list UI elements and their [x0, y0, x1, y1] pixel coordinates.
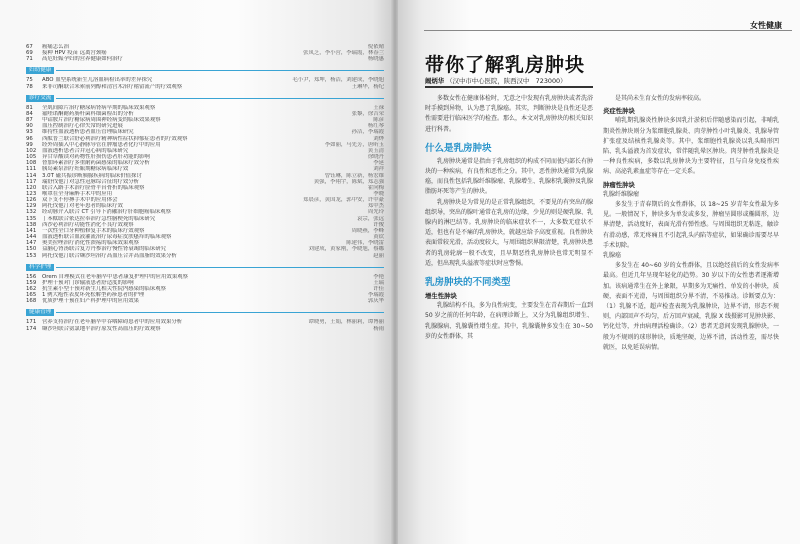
toc-entry-number: 114	[26, 172, 37, 179]
toc-entry-title: 经外周插入中心静脉导管在肿瘤患者化疗中的应用	[42, 141, 161, 148]
toc-entry-number: 84	[26, 110, 33, 117]
col2-paragraph-2: 哺乳期乳腺炎性肿块多因乳汁淤积后伴随感染而引起，非哺乳期炎性肿块则分为浆细胞乳腺炎、肉芽肿性小叶乳腺炎、乳腺导管扩张症及结核性乳腺炎等。其中，浆细胞性乳腺炎以乳头畸形凹陷、乳头溢液为首发症状，常伴随乳晕区肿块。肉芽肿性乳腺炎是一种良性疾病，多数以乳房肿块为主要特征，且与自身免疫性疾病、高泌乳素血症等存在一定关系。	[603, 117, 779, 176]
toc-entry-author: 郭庆华	[367, 298, 384, 305]
toc-entry-number: 117	[26, 178, 37, 185]
header-rule	[424, 30, 792, 31]
toc-entry-number: 111	[26, 166, 37, 173]
byline	[425, 76, 566, 85]
toc-entry-number: 67	[26, 44, 33, 50]
table-of-contents	[26, 44, 384, 332]
col2-paragraph-1: 是其尚未生育女性的发病率较高。	[615, 95, 706, 102]
toc-entry-title: 缬沙坦联合氨氯地平治疗原发性高血压的疗效观察	[42, 325, 161, 332]
toc-entry-number: 96	[26, 135, 33, 142]
article-title: 带你了解乳房肿块	[425, 54, 586, 76]
toc-entry-title: 血压控制治疗心律失常的研究进展	[42, 123, 123, 130]
toc-entry-author: 杨晓惠	[367, 56, 384, 63]
toc-section-rule	[56, 70, 384, 71]
title-rule	[425, 86, 593, 88]
toc-entry-author: 李如丽，马先芳，唐昕玉	[324, 141, 384, 148]
toc-entry-author: 赵丽	[373, 252, 384, 259]
toc-entry-number: 108	[26, 160, 37, 167]
toc-entry-number: 129	[26, 203, 37, 210]
toc-entry-title: 奥美拉唑治疗消化性溃疡的临床效果观察	[42, 240, 140, 247]
intro-paragraph: 多数女性在健康体检时，无意之中发现有乳房肿块或者洗浴时手摸到异物，认为患了乳腺癌。其实，判断肿块是良性还是恶性需要进行临床医学的检查。那么，本文对乳房肿块的相关知识进行科普。	[425, 95, 594, 133]
toc-entry-number: 159	[26, 279, 37, 286]
toc-entry-title: 接种 HPV 疫苗 远离宫颈癌	[42, 50, 107, 57]
toc-entry-author: 刘建成，黄家刚，李晓旭，蔡娜	[308, 246, 384, 253]
section1-paragraph-1: 乳房肿块通常是指由于乳房组织的构成不同而使内部长有肿块的一种疾病，有良性和恶性之分。其中，恶性肿块通常为乳腺癌，而良性包括乳腺纤维腺瘤、乳腺增生、乳腺积乳囊肿及乳腺脂肪坏死等产生的肿块。	[425, 157, 594, 196]
toc-entry-number: 93	[26, 129, 33, 136]
toc-entry-number: 138	[26, 221, 37, 228]
toc-entry-title: 双下支不停搏手术中的应用体会	[42, 197, 118, 204]
toc-entry-title: 经动脉介入联合 CT 引导下消融治疗肝细胞癌临床观察	[42, 209, 172, 216]
toc-entry-number: 141	[26, 227, 37, 234]
toc-entry-author: 霍向梅	[367, 184, 384, 191]
toc-section-label: 诊疗交流	[26, 95, 54, 102]
toc-entry-title: 护理干预对门诊输液患者舒适度的影响	[42, 279, 134, 286]
toc-entry-author: 陈彦	[373, 117, 384, 124]
toc-section-header	[26, 264, 384, 271]
toc-entry-title: 1 例大疱性表皮坏死松解型药疹患者的护理	[42, 292, 145, 299]
toc-section-header	[26, 67, 384, 74]
subheading-tumor: 肿瘤性肿块	[603, 180, 635, 189]
toc-entry-author: 曾钰琳，陈立新，杨宏维	[324, 172, 384, 179]
toc-entry-author: 许佳	[373, 286, 384, 292]
toc-section-header	[26, 309, 384, 316]
toc-entry-title: 3.0T 磁共振诊断胰腺疾病的临床价值探讨	[42, 172, 142, 179]
toc-entry-number: 147	[26, 240, 37, 247]
toc-entry-author: 李瑞霞	[367, 292, 384, 299]
toc-entry-title: 血液透析联合血液灌流治疗尿毒症皮肤瘙痒的临床观察	[42, 234, 172, 241]
toc-entry-title: 抗生素小型干预对新生儿相关性院内感染的临床观察	[42, 286, 166, 292]
toc-entry-title: 西酞普兰联合舒必利治疗精神病性症状抑郁症患者的疗效观察	[42, 135, 188, 142]
toc-entry-title: 喉罩在全身麻醉手术中的应用	[42, 190, 113, 197]
toc-entry-number: 105	[26, 154, 37, 161]
toc-section-label: 妇幼健康	[26, 67, 54, 74]
toc-entry-number: 78	[26, 83, 33, 90]
toc-entry-number: 126	[26, 197, 37, 204]
toc-entry	[26, 253, 384, 259]
toc-entry-title: 一次性全口牙种植修复手术的临床疗效观察	[42, 227, 145, 234]
toc-entry-author: 杨红琴	[367, 123, 384, 130]
toc-entry-author: 张凤芝，李小营，李瑞霞，林春兰	[303, 50, 384, 57]
col2-paragraph-3: 多发生于青春期后的女性群体，以 18~25 岁青年女性最为多见。一般情况下，肿块多为单发或多发，肿瘤呈圆形或椭圆形，边界清楚，活动度好，表面光滑有弹性感。与周围组织无粘连，触诊有滑动感，常无疼痛且不引起乳头内陷等症状，如果确诊需要尽早手术切除。	[603, 201, 779, 249]
toc-entry-number: 135	[26, 215, 37, 222]
author-name: 阚炳华	[425, 77, 445, 85]
toc-entry-title: 血液透析患者合并冠心病的临床研究	[42, 147, 129, 154]
toc-entry-title: 癌痛怎么治	[42, 44, 69, 50]
section1-paragraph-2: 乳房肿块是为常见的是正常乳腺组织，不要见的有突出的腺组织导，突出的腺叶通常在乳房的边缘，少见的则是硬乳腺、乳腺内的淋巴结等。乳房肿块的临床症状不一，大多数无症状不适，但也有是不痛的乳房肿块，就越应给予高度重视。良性肿块表面常较光滑，活动度较大，与周围组织界限清楚，乳房肿块患者的乳房轮廓一般不改变，且早期恶性乳房肿块也常无明显不适，但出现乳头溢液等症状时应警惕。	[425, 198, 594, 267]
toc-entry-title: 全肌间隙片治疗糖尿病肾病早期的临床效果观察	[42, 104, 156, 111]
section-heading-types: 乳房肿块的不同类型	[425, 277, 511, 289]
toc-section-label: 科学护理	[26, 264, 54, 271]
section2-paragraph-1: 乳腺结构不良，多为良性病变，主要发生在青春期后一直到 50 岁之前的任何年龄，在病理诊断上，又分为乳腺组织增生、乳腺腺病、乳腺囊性增生症。其中，乳腺囊肿多发生在 30~50 岁的女性群体，其	[425, 302, 594, 340]
toc-entry-title: 维持性血液透析患者血压管理临床研究	[42, 129, 134, 136]
toc-entry	[26, 298, 384, 304]
toc-entry-author: 倪依晴	[367, 44, 384, 50]
toc-entry-title: 益脑心肾汤联合复方丹参治疗慢性肾衰竭的临床研究	[42, 246, 166, 253]
toc-section-rule	[56, 312, 384, 313]
section-label: 女性健康	[750, 21, 782, 30]
toc-entry-number: 102	[26, 147, 37, 154]
toc-entry-number: 150	[26, 246, 37, 253]
toc-entry-author: 王禄	[373, 104, 384, 111]
toc-entry-number: 87	[26, 117, 33, 124]
toc-entry-title: 高危妊娠孕妇的营养健康如何治疗	[42, 56, 123, 63]
toc-entry	[26, 84, 384, 90]
toc-entry-title: 联合入路手术治疗胫骨平台骨折的临床观察	[42, 184, 145, 191]
author-affiliation: （汉中市中心医院，陕西汉中 723000）	[446, 77, 567, 85]
toc-entry-author: 张黎，徐吉荣	[351, 110, 384, 117]
toc-entry-author: 毛小尹，郑坤，杨洁，刘建成，李晓旭	[292, 77, 384, 84]
toc-entry-author: 李艳	[373, 273, 384, 280]
toc-entry-number: 69	[26, 50, 33, 57]
toc-entry-number: 171	[26, 319, 37, 326]
toc-entry-number: 75	[26, 77, 33, 84]
toc-entry-title: 甲钴胺片治疗糖尿病周围神经病变的临床效果观察	[42, 117, 161, 124]
left-page-toc	[0, 0, 392, 544]
toc-entry-title: 瑞舒伐他汀对急性冠脉综合征的疗效分析	[42, 178, 140, 185]
toc-entry-number: 165	[26, 292, 37, 299]
toc-entry-number: 156	[26, 273, 37, 280]
toc-entry-author: 杨雨	[373, 325, 384, 332]
toc-entry-author: 徐晓丹	[367, 154, 384, 161]
toc-entry-number: 153	[26, 252, 37, 259]
toc-section-label: 健康管理	[26, 309, 54, 316]
toc-entry-author: 季晓	[373, 190, 384, 197]
toc-entry-number: 168	[26, 298, 37, 305]
toc-entry-title: 异甘草酸镁对药物性肝损伤患者肝功能的影响	[42, 154, 150, 161]
subheading-hyperplastic: 增生性肿块	[425, 292, 457, 301]
toc-entry-number: 81	[26, 104, 33, 111]
article-column-2	[603, 94, 779, 353]
subheading-inflammatory: 炎症性肿块	[603, 107, 635, 116]
toc-section-header	[26, 95, 384, 102]
toc-entry-author: 孙洁，李瑞霞	[351, 129, 384, 136]
toc-entry-title: 替加环素治疗多重耐药菌感染的临床疗效分析	[42, 160, 150, 167]
toc-section-rule	[56, 267, 384, 268]
section-heading-what-is: 什么是乳房肿块	[425, 142, 492, 154]
toc-entry-number: 144	[26, 234, 37, 241]
toc-entry-author: 周先玲	[367, 209, 384, 216]
toc-entry-title: 氟喹诺酮耐药肠杆菌科细菌检出的分析	[42, 110, 134, 117]
toc-entry-author: 黄强，李翔宇，陈斌，郑志强	[313, 178, 384, 185]
toc-entry-author: 郑中杰	[367, 203, 384, 210]
toc-entry-number: 71	[26, 56, 33, 63]
toc-entry-title: 阿托伐他汀联合缬沙坦治疗高血压合并高血脂的效果分析	[42, 252, 177, 259]
toc-entry-number: 90	[26, 123, 33, 130]
subheading-breast-cancer: 乳腺癌	[603, 252, 622, 260]
col2-paragraph-4: 多发生在 40~60 岁的女性群体，且以绝经前后的女性发病率最高。但近几年呈现年轻化的趋势。30 岁以下的女性患者逐渐增加。该病通常生在外上象限，早期多为无痛性、单发的小肿块，质硬，表面不光滑，与周围组织分界不清，不易推动。诊断要点为：（1）乳腺不适，超声检查表现为乳腺肿块，边界不清，形态不规则，内部回声不均匀，后方回声衰减，乳腺 X 线摄影可见肿块影、钙化灶等，并由病理活检确诊。（2）患者无意间发现乳腺肿块，一般为不规则的球形肿块，质地坚硬，边界不清，活动性差，需尽快就医，以免延误病情。	[603, 262, 779, 351]
toc-entry-title: 阿托伐他汀对老年患者的临床疗效	[42, 203, 123, 210]
article-column-1	[425, 94, 593, 342]
toc-section-rule	[56, 98, 384, 99]
toc-entry-author: 刘祥	[373, 166, 384, 173]
toc-entry-number: 174	[26, 325, 37, 332]
toc-entry-author: 刘烨	[373, 135, 384, 142]
toc-entry-title: 丁苯酞联合依达拉奉治疗急性脑梗死的临床研究	[42, 215, 156, 222]
toc-entry-author: 许俊	[373, 221, 384, 228]
toc-entry-author: 谭晓勇，王娟，林丽莉，谭博丽	[308, 319, 384, 326]
toc-entry-title: Orem 自理模式在老年脑卒中患者康复护理中的应用效果观察	[42, 273, 188, 280]
toc-entry-author: 黄玉清	[367, 147, 384, 154]
toc-entry-author: 周晓燕，李峰	[351, 227, 384, 234]
toc-entry-title: 西沙必利治疗功能性消化不良疗效观察	[42, 221, 134, 228]
toc-entry-title: 营养支持治疗在老年脑卒中吞咽障碍患者中的应用效果分析	[42, 319, 183, 326]
toc-entry-number: 99	[26, 141, 33, 148]
toc-entry-number: 132	[26, 209, 37, 216]
toc-entry-number: 162	[26, 286, 37, 292]
toc-entry-number: 120	[26, 184, 37, 191]
toc-entry-title: 胰岛素泵治疗妊娠期糖尿病临床疗效	[42, 166, 129, 173]
toc-entry-title: ABO 血型系统新生儿溶血病检出率的差异探究	[42, 77, 153, 84]
toc-entry-title: 优质护理干预在妇产科护理中的应用效果	[42, 298, 140, 305]
toc-entry-author: 陈建伟，李晓雷	[346, 240, 384, 247]
toc-entry-author: 王琳华，杨纪	[351, 83, 384, 90]
toc-entry-author: 黄钦	[373, 234, 384, 241]
toc-entry-author: 郑晨彦，黄国龙，郭中安，许中豪	[303, 197, 384, 204]
toc-entry	[26, 56, 384, 62]
toc-entry-author: 王瑞	[373, 279, 384, 286]
toc-entry	[26, 326, 384, 332]
toc-entry-author: 李延	[373, 160, 384, 167]
toc-entry-author: 袁宗，张远	[357, 215, 384, 222]
subheading-fibroadenoma: 乳腺纤维腺瘤	[603, 190, 640, 198]
toc-entry-title: 来非司酮联合米索前列醇和清宫术治疗稽留流产的疗效观察	[42, 83, 183, 90]
toc-entry-number: 123	[26, 190, 37, 197]
